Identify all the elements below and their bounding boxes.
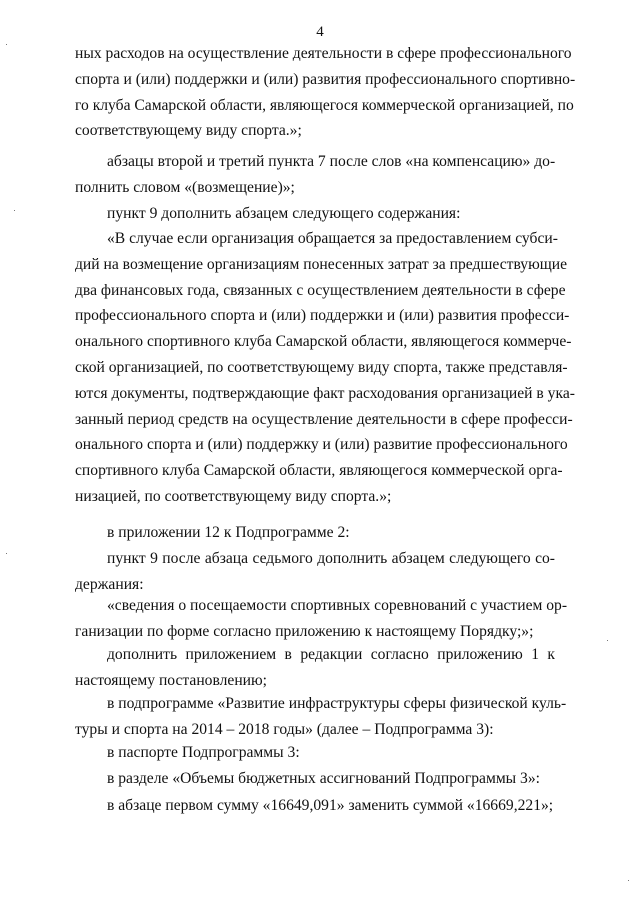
paragraph-line: пункт 9 после абзаца седьмого дополнить абзацем следующего со-: [107, 550, 555, 567]
scan-speck: [628, 880, 629, 881]
page-number: 4: [316, 24, 324, 40]
paragraph-line: держания:: [75, 575, 144, 593]
paragraph-line: в разделе «Объемы бюджетных ассигнований Подпрограммы 3»:: [107, 770, 540, 787]
paragraph-line: спортивного клуба Самарской области, являющегося коммерческой орга-: [75, 462, 563, 480]
scan-speck: [607, 640, 608, 641]
paragraph-line: онального спортивного клуба Самарской области, являющегося коммерче-: [75, 333, 572, 351]
paragraph-line: ганизации по форме согласно приложению к настоящему Порядку;»;: [75, 622, 534, 640]
paragraph-line: настоящему постановлению;: [75, 671, 268, 689]
paragraph-line: в приложении 12 к Подпрограмме 2:: [107, 524, 350, 541]
paragraph-line: онального спорта и (или) поддержку и (или) развитие профессионального: [75, 436, 568, 454]
paragraph-line: занный период средств на осуществление деятельности в сфере професси-: [75, 410, 573, 428]
paragraph-line: полнить словом «(возмещение)»;: [75, 178, 295, 196]
paragraph-line: «В случае если организация обращается за предоставлением субси-: [107, 230, 558, 247]
scan-speck: [6, 553, 7, 554]
paragraph-line: ской организацией, по соответствующему виду спорта, также представля-: [75, 359, 568, 376]
paragraph-line: туры и спорта на 2014 – 2018 годы» (далее – Подпрограмма 3):: [75, 720, 494, 738]
paragraph-line: дий на возмещение организациям понесенных затрат за предшествующие: [75, 255, 567, 273]
paragraph-line: два финансовых года, связанных с осуществлением деятельности в сфере: [75, 281, 566, 299]
paragraph-line: спорта и (или) поддержки и (или) развития профессионального спортивно-: [75, 70, 576, 88]
scan-speck: [6, 44, 7, 45]
paragraph-line: в паспорте Подпрограммы 3:: [107, 744, 300, 761]
paragraph-line: дополнить приложением в редакции согласно приложению 1 к: [107, 646, 555, 663]
paragraph-line: го клуба Самарской области, являющегося коммерческой организацией, по: [75, 96, 574, 114]
paragraph-line: соответствующему виду спорта.»;: [75, 122, 302, 140]
paragraph-line: абзацы второй и третий пункта 7 после слов «на компенсацию» до-: [107, 153, 556, 170]
paragraph-line: низацией, по соответствующему виду спорта.»;: [75, 488, 392, 505]
paragraph-line: ются документы, подтверждающие факт расходования организацией в ука-: [75, 384, 575, 402]
scan-speck: [14, 210, 15, 211]
paragraph-line: в абзаце первом сумму «16649,091» заменить суммой «16669,221»;: [107, 797, 554, 814]
paragraph-line: пункт 9 дополнить абзацем следующего содержания:: [107, 205, 461, 222]
paragraph-line: в подпрограмме «Развитие инфраструктуры сферы физической куль-: [107, 695, 567, 712]
paragraph-line: «сведения о посещаемости спортивных соревнований с участием ор-: [107, 597, 568, 614]
paragraph-line: ных расходов на осуществление деятельности в сфере профессионального: [75, 45, 572, 62]
paragraph-line: профессионального спорта и (или) поддержки и (или) развития професси-: [75, 307, 570, 325]
